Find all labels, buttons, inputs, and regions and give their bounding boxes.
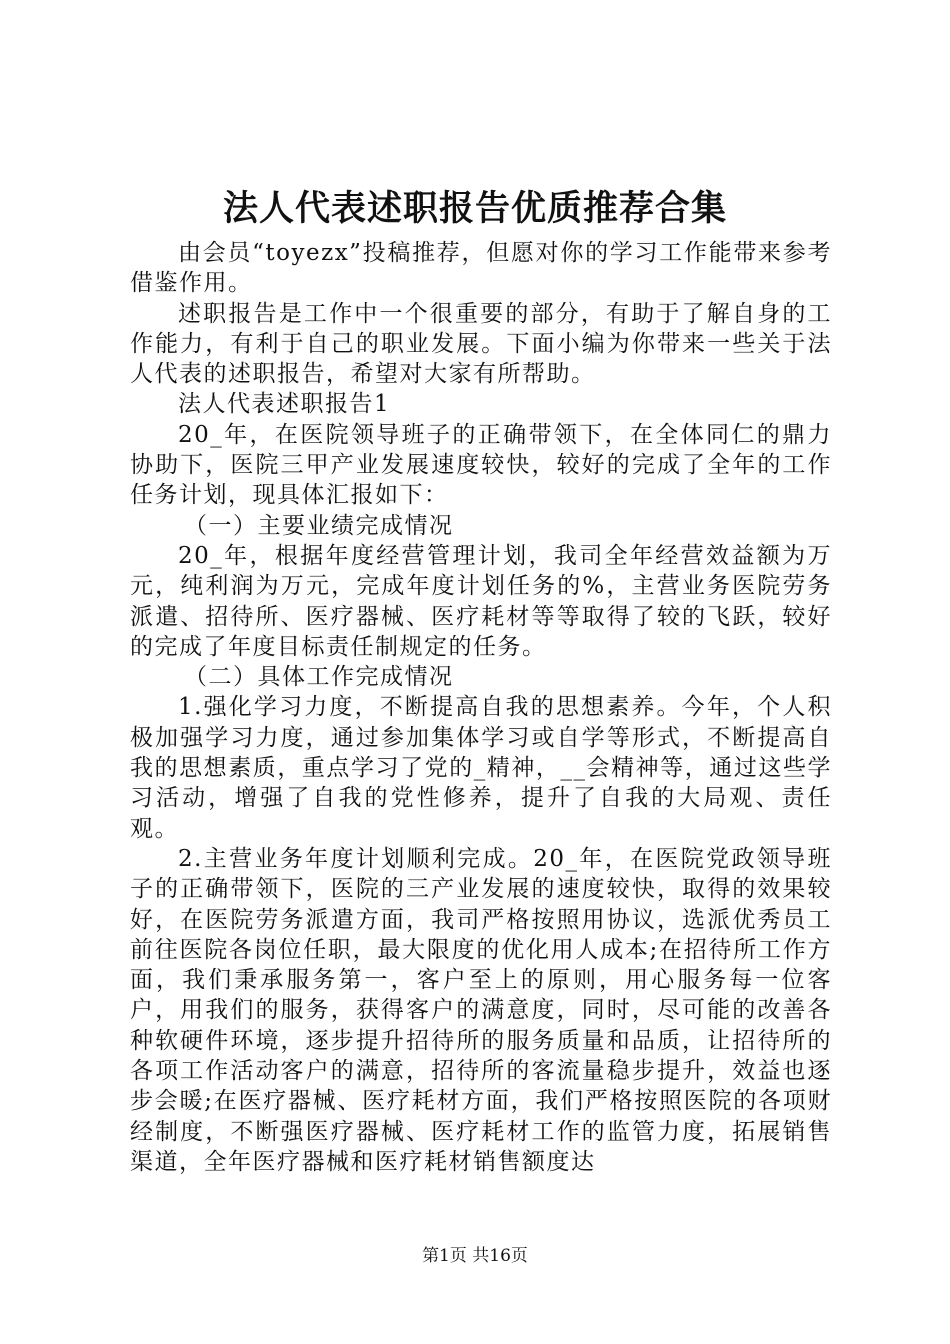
subheading-main-achievements: （一）主要业绩完成情况 [184, 512, 454, 539]
paragraph-overview: 述职报告是工作中一个很重要的部分，有助于了解自身的工作能力，有利于自己的职业发展。下面小编为你带来一些关于法人代表的述职报告，希望对大家有所帮助。 [130, 300, 832, 388]
paragraph-report-opening: 20_年，在医院领导班子的正确带领下，在全体同仁的鼎力协助下，医院三甲产业发展速度较快，较好的完成了全年的工作任务计划，现具体汇报如下： [130, 421, 832, 509]
paragraph-intro: 由会员“toyezx”投稿推荐，但愿对你的学习工作能带来参考借鉴作用。 [130, 240, 832, 297]
document-body [130, 238, 832, 1177]
paragraph-achievements: 20_年，根据年度经营管理计划，我司全年经营效益额为万元，纯利润为万元，完成年度计划任务的%，主营业务医院劳务派遣、招待所、医疗器械、医疗耗材等等取得了较的飞跃，较好的完成了年度目标责任制规定的任务。 [130, 542, 832, 660]
paragraph-item-2: 2.主营业务年度计划顺利完成。20_年，在医院党政领导班子的正确带领下，医院的三产业发展的速度较快，取得的效果较好，在医院劳务派遣方面，我司严格按照用协议，选派优秀员工前往医院各岗位任职，最大限度的优化用人成本;在招待所工作方面，我们秉承服务第一，客户至上的原则，用心服务每一位客户，用我们的服务，获得客户的满意度，同时，尽可能的改善各种软硬件环境，逐步提升招待所的服务质量和品质，让招待所的各项工作活动客户的满意，招待所的客流量稳步提升，效益也逐步会暖;在医疗器械、医疗耗材方面，我们严格按照医院的各项财经制度，不断强医疗器械、医疗耗材工作的监管力度，拓展销售渠道，全年医疗器械和医疗耗材销售额度达 [130, 845, 832, 1175]
page-footer: 第1页 共16页 [422, 1246, 528, 1266]
section-heading-report-1: 法人代表述职报告1 [178, 391, 391, 418]
document-title: 法人代表述职报告优质推荐合集 [222, 188, 727, 229]
paragraph-item-1: 1.强化学习力度，不断提高自我的思想素养。今年，个人积极加强学习力度，通过参加集体学习或自学等形式，不断提高自我的思想素质，重点学习了党的_精神，__会精神等，通过这些学习活动，增强了自我的党性修养，提升了自我的大局观、责任观。 [130, 694, 832, 842]
subheading-work-details: （二）具体工作完成情况 [184, 664, 454, 691]
